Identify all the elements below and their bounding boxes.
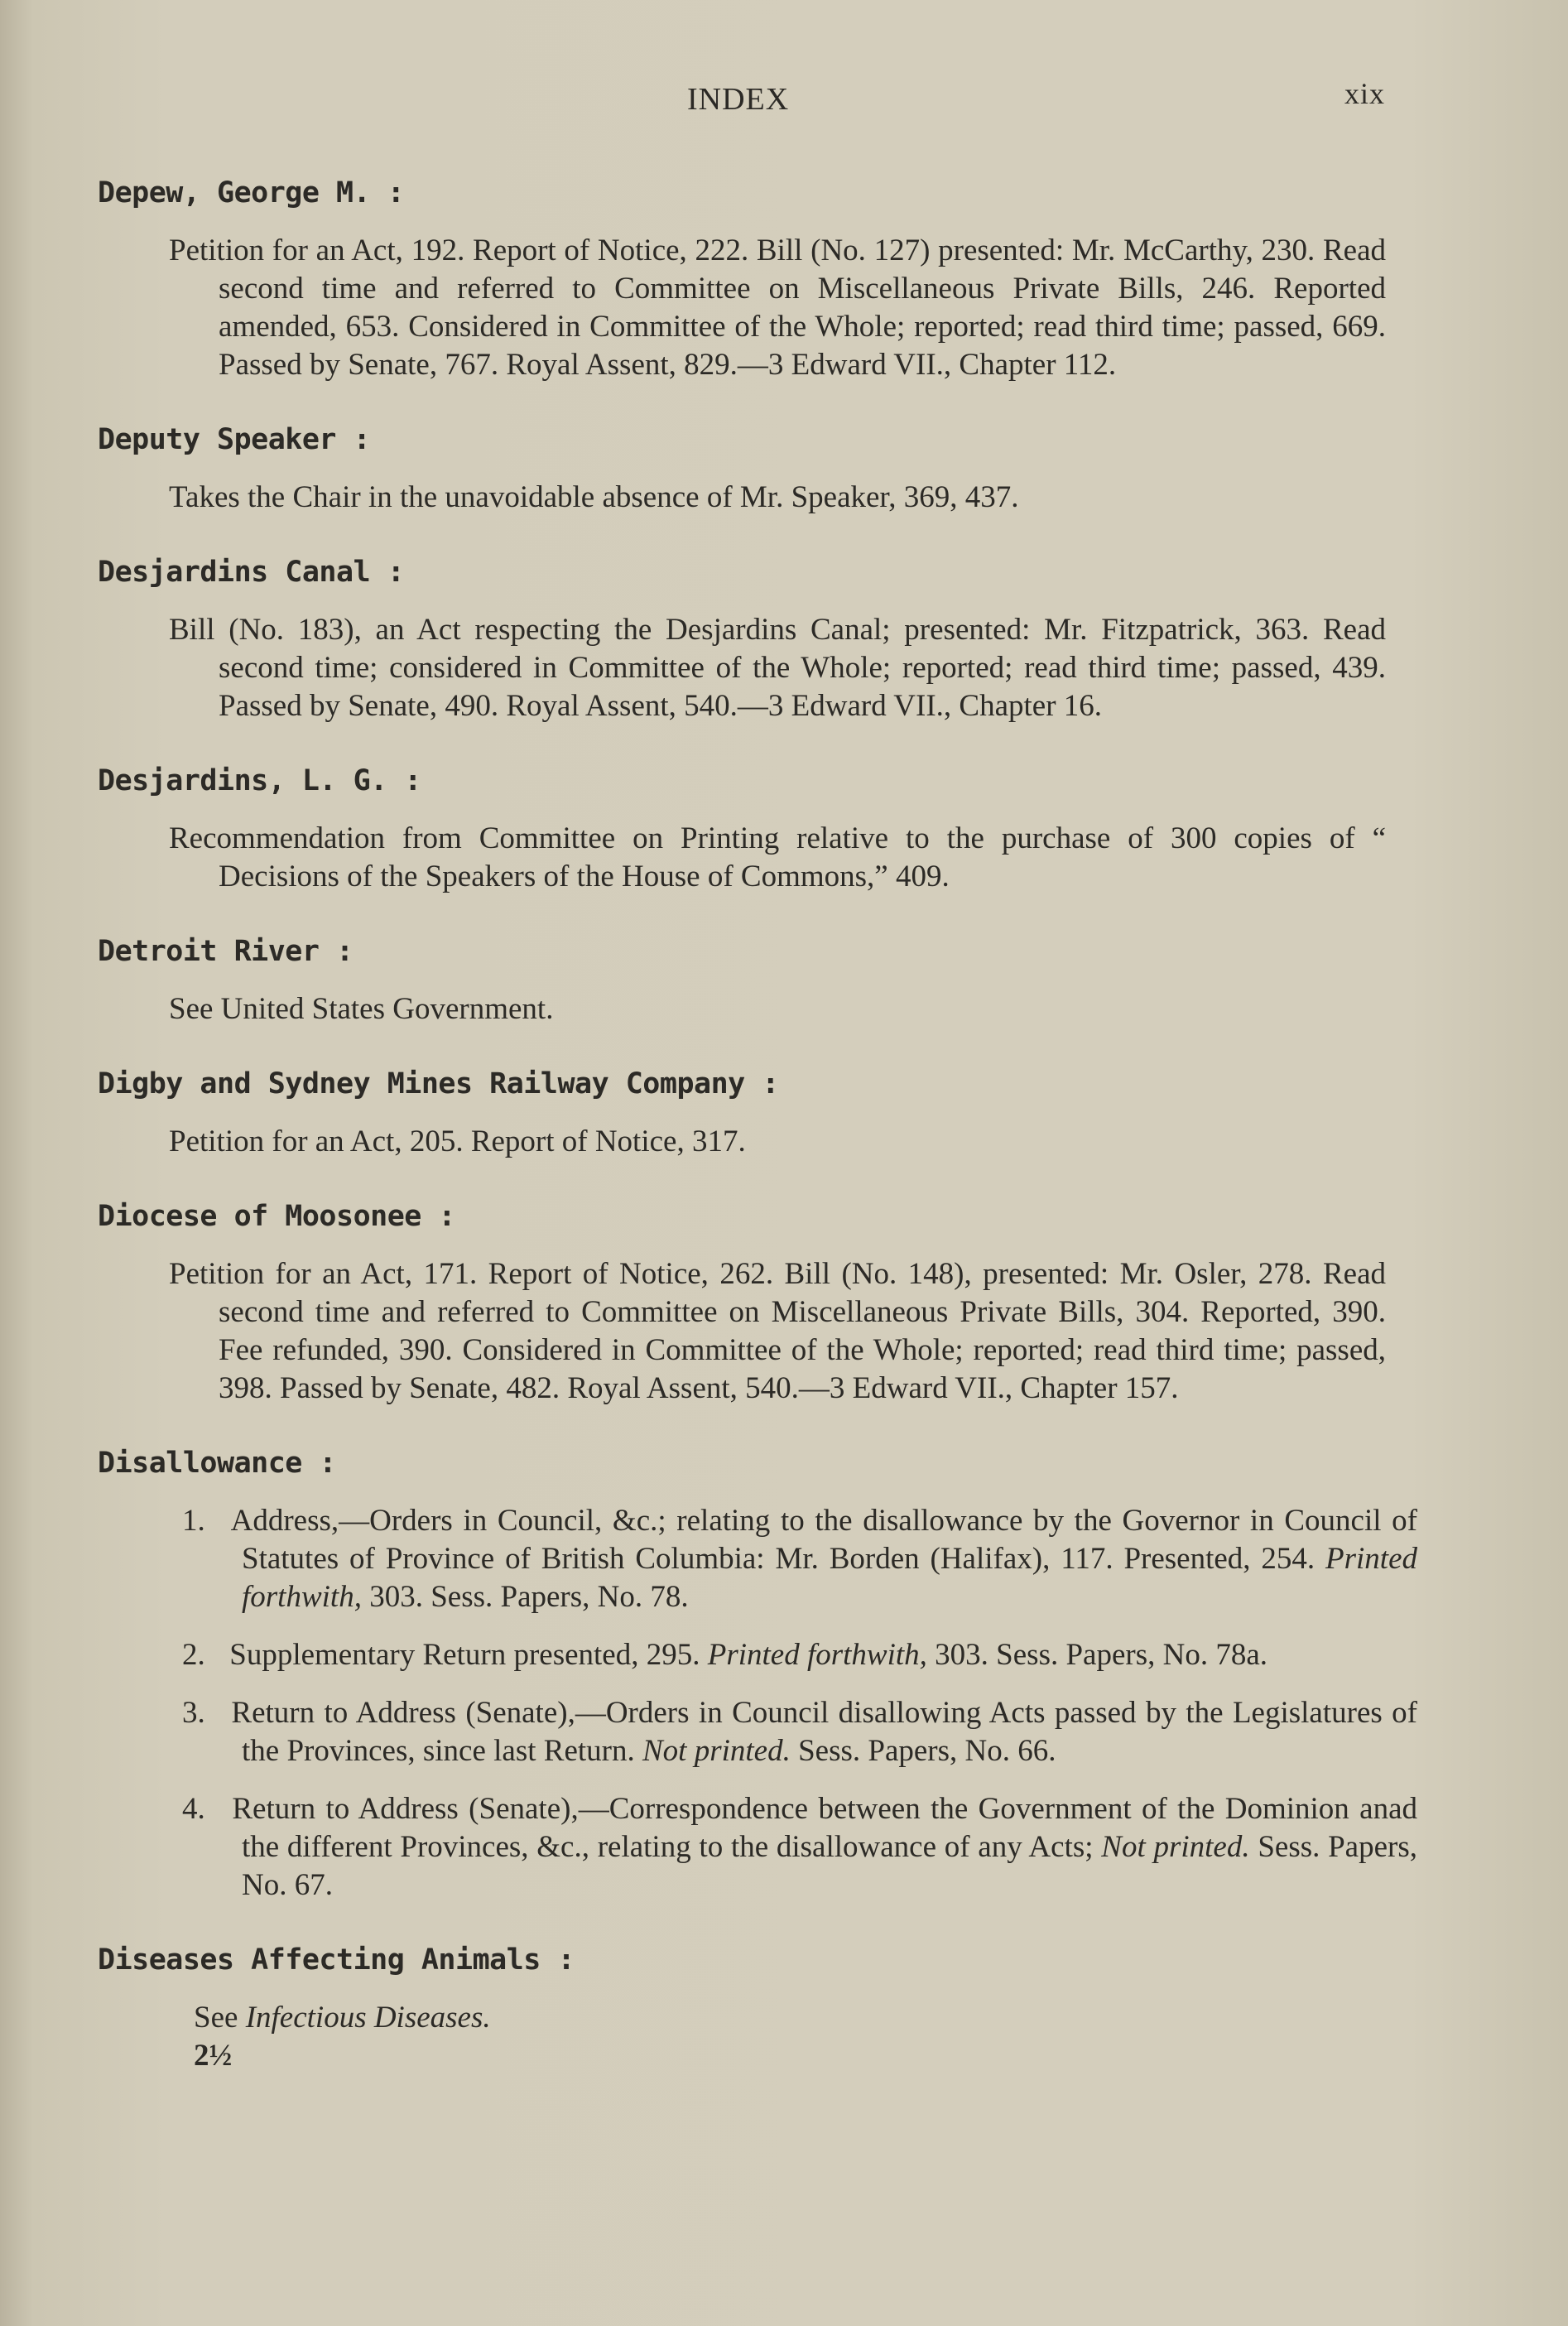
- list-item: [182, 1790, 1417, 1905]
- item-italic: Not printed.: [1101, 1830, 1250, 1864]
- page-title: INDEX: [687, 82, 790, 117]
- entry-heading: Digby and Sydney Mines Railway Company :: [98, 1067, 779, 1100]
- item-tail: 303. Sess. Papers, No. 78.: [369, 1580, 689, 1614]
- item-tail: Sess. Papers, No. 67.: [242, 1830, 1417, 1902]
- list-item: [182, 1694, 1417, 1770]
- page-number: xix: [1344, 77, 1386, 110]
- index-entry-desjardins-lg: [98, 762, 1422, 896]
- index-entry-digby-railway: [98, 1065, 1422, 1161]
- index-entry-desjardins-canal: [98, 553, 1422, 725]
- item-tail: 303. Sess. Papers, No. 78a.: [935, 1638, 1268, 1672]
- list-item: [182, 1636, 1417, 1674]
- item-text: Address,—Orders in Council, &c.; relating to the disallowance by the Governor in Council of Statutes of Province of British Columbia: Mr. Borden (Halifax), 117. Presented, 254.: [230, 1504, 1417, 1576]
- entry-text: Takes the Chair in the unavoidable absence of Mr. Speaker, 369, 437.: [169, 480, 1019, 514]
- entry-text: Petition for an Act, 192. Report of Notice, 222. Bill (No. 127) presented: Mr. McCarthy, 230. Read second time and referred to Committee on Miscellaneous Private Bills, 246. Reported amended, 653. Considered in Committee of the Whole; reported; read third time; passed, 669. Passed by Senate, 767. Royal Assent, 829.—3 Edward VII., Chapter 112.: [169, 234, 1386, 382]
- entry-text: Bill (No. 183), an Act respecting the Desjardins Canal; presented: Mr. Fitzpatrick, 363. Read second time; considered in Committee of the Whole; reported; read third time; passed, 439. Passed by Senate, 490. Royal Assent, 540.—3 Edward VII., Chapter 16.: [169, 613, 1386, 723]
- index-content: [98, 174, 1422, 2112]
- entry-text: Petition for an Act, 171. Report of Notice, 262. Bill (No. 148), presented: Mr. Osler, 278. Read second time and referred to Committee on Miscellaneous Private Bills, 304. Reported, 390. Fee refunded, 390. Considered in Committee of the Whole; reported; read third time; passed, 398. Passed by Senate, 482. Royal Assent, 540.—3 Edward VII., Chapter 157.: [169, 1257, 1386, 1405]
- index-entry-depew: [98, 174, 1422, 384]
- index-entry-detroit-river: [98, 932, 1422, 1028]
- item-text: Return to Address (Senate),—Orders in Council disallowing Acts passed by the Legislatures of the Provinces, since last Return.: [231, 1696, 1418, 1768]
- entry-text: See United States Government.: [169, 992, 554, 1026]
- entry-text: Petition for an Act, 205. Report of Notice, 317.: [169, 1124, 746, 1158]
- see-prefix: See: [194, 2001, 238, 2035]
- entry-heading: Desjardins, L. G. :: [98, 764, 421, 797]
- item-italic: Printed forthwith,: [242, 1542, 1417, 1614]
- entry-heading: Diocese of Moosonee :: [98, 1200, 456, 1233]
- entry-heading: Depew, George M. :: [98, 176, 405, 209]
- signature-mark: 2½: [194, 2039, 233, 2073]
- see-reference: [194, 1999, 1422, 2037]
- entry-heading: Diseases Affecting Animals :: [98, 1943, 575, 1977]
- index-entry-diocese-moosonee: [98, 1197, 1422, 1408]
- entry-heading: Desjardins Canal :: [98, 556, 405, 589]
- item-number: 2.: [182, 1638, 205, 1672]
- item-italic: Not printed.: [642, 1734, 791, 1768]
- item-number: 4.: [182, 1792, 205, 1826]
- item-text: Supplementary Return presented, 295.: [229, 1638, 700, 1672]
- entry-text: Recommendation from Committee on Printing relative to the purchase of 300 copies of “ Decisions of the Speakers of the House of Commons,” 409.: [169, 821, 1386, 893]
- index-entry-deputy-speaker: [98, 421, 1422, 517]
- index-entry-disallowance: [98, 1444, 1422, 1905]
- list-item: [182, 1502, 1417, 1616]
- item-number: 1.: [182, 1504, 205, 1538]
- entry-heading: Detroit River :: [98, 935, 354, 968]
- running-head: [0, 73, 1568, 123]
- item-tail: Sess. Papers, No. 66.: [798, 1734, 1056, 1768]
- entry-heading: Disallowance :: [98, 1447, 337, 1480]
- item-text: Return to Address (Senate),—Correspondence between the Government of the Dominion anad the different Provinces, &c., relating to the disallowance of any Acts;: [232, 1792, 1417, 1864]
- item-italic: Printed forthwith,: [707, 1638, 927, 1672]
- index-entry-diseases-animals: [98, 1941, 1422, 2075]
- entry-heading: Deputy Speaker :: [98, 423, 371, 456]
- item-number: 3.: [182, 1696, 205, 1730]
- see-target: Infectious Diseases.: [245, 2001, 491, 2035]
